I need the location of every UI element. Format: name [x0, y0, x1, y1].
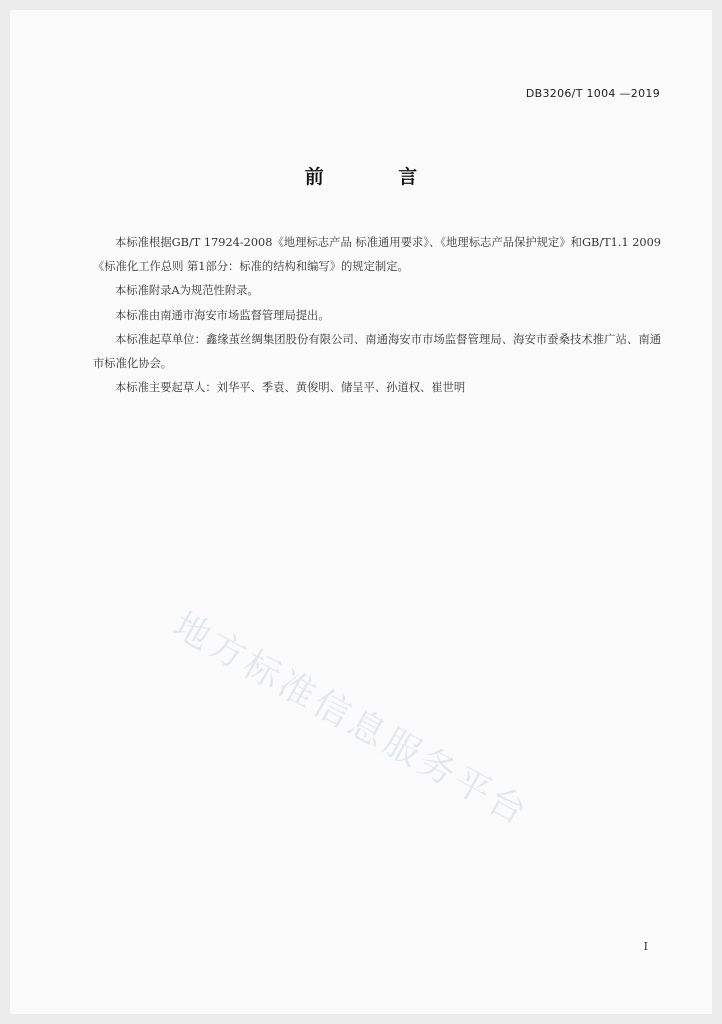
- paragraph-drafters: 本标准主要起草人：刘华平、季袁、黄俊明、储呈平、孙道权、崔世明: [115, 381, 466, 395]
- paragraph-appendix: 本标准附录A为规范性附录。: [115, 284, 259, 298]
- foreword-body: [93, 231, 661, 400]
- watermark: 地方标准信息服务平台: [166, 604, 536, 835]
- page-title: 前 言: [304, 166, 452, 188]
- paragraph-basis: 本标准根据GB/T 17924-2008《地理标志产品 标准通用要求》、《地理标志产品保护规定》和GB/T1.1 2009《标准化工作总则 第1部分：标准的结构和编写》的规定制定。: [93, 236, 661, 274]
- page-number: I: [643, 940, 648, 953]
- standard-code: DB3206/T 1004 —2019: [525, 87, 660, 100]
- paragraph-proposer: 本标准由南通市海安市场监督管理局提出。: [115, 308, 330, 322]
- paragraph-drafting-units: 本标准起草单位：鑫缘茧丝绸集团股份有限公司、南通海安市市场监督管理局、海安市蚕桑技术推广站、南通市标准化协会。: [93, 332, 661, 371]
